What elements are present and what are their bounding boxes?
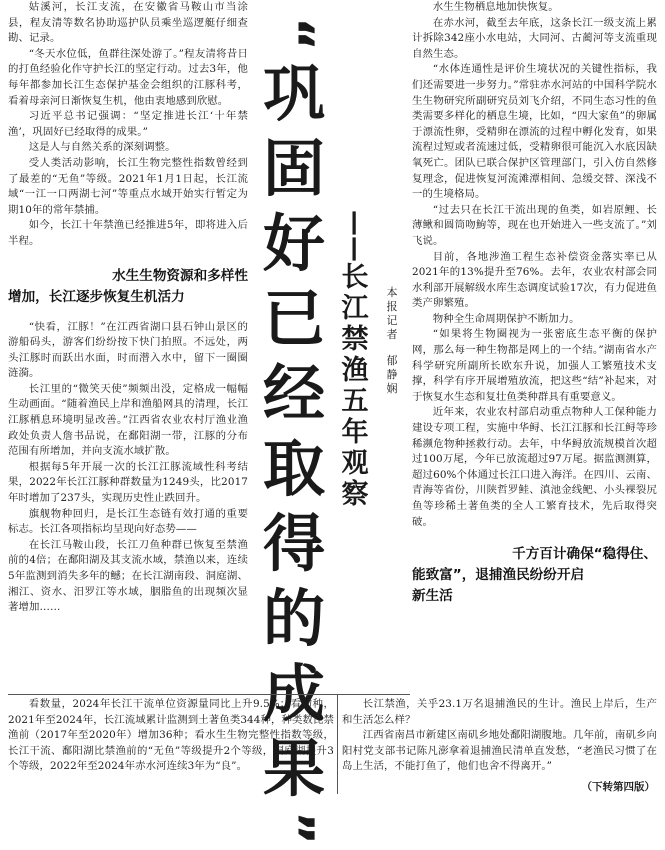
byline-label-char: 者: [386, 328, 398, 341]
right-column: [412, 0, 657, 607]
right-paragraph-2: 在赤水河，截至去年底，这条长江一级支流上累计拆除342座小水电站，大同河、古蔺河等支流重现自然生态。: [412, 16, 657, 60]
headline-char: 的: [262, 582, 325, 655]
left-section-title-line-1: 水生生物资源和多样性: [112, 267, 248, 284]
bottom-right-paragraph-2: 江西省南昌市新建区南矶乡地处鄱阳湖腹地。几年前，南矶乡向阳村党支部书记陈凡澎拿着退捕渔民清单直发愁，“老渔民习惯了在岛上生活，不能打鱼了，他们也舍不得离开。”: [342, 729, 657, 773]
right-section-title: [412, 544, 657, 607]
headline-char: 果: [262, 732, 325, 805]
byline-name-char: 郁: [386, 354, 398, 367]
headline-char: 巩: [262, 57, 325, 130]
headline-char: 固: [262, 132, 325, 205]
subheadline-char: 观: [341, 448, 369, 479]
bottom-left-paragraph: 看数量，2024年长江干流单位资源量同比上升9.5%；看物种，2021年至2024年，长江流域累计监测到土著鱼类344种，种类数比禁渔前（2017年至2020年）增加36种；看水生生物完整性指数等级，长江干流、鄱阳湖比禁渔前的“无鱼”等级提升2个等级，洞庭湖提升3个等级，2022年至2024年赤水河连续3年为“良”。: [8, 698, 334, 773]
divider-horizontal-left: [8, 694, 410, 695]
intro-paragraph-2: “冬天水位低，鱼群往深处游了。”程友清将昔日的打鱼经验化作守护长江的坚定行动。过去3年，他每年都参加长江生态保护基金会组织的江豚科考，看着母亲河日渐恢复生机，他由衷地感到欣慰。: [8, 47, 248, 107]
subheadline-char: 渔: [341, 355, 369, 386]
right-paragraph-3: “水体连通性是评价生境状况的关键性指标，我们还需要进一步努力。”常驻赤水河站的中国科学院水生生物研究所副研究员刘飞介绍，不同生态习性的鱼类需要多样化的栖息生境，比如，“四大家鱼”的卵属于漂流性卵，受精卵在漂流的过程中孵化发育，如果流程过短或者流速过低，受精卵很可能沉入水底因缺氧死亡。团队已联合保护区管理部门，引入仿自然修复理念，促进恢复河流滩潭相间、急缓交替、深浅不一的生境格局。: [412, 63, 657, 201]
divider-vertical-bottom: [337, 694, 338, 794]
headline-char: 经: [262, 357, 325, 430]
right-paragraph-5: 目前，各地涉渔工程生态补偿资金落实率已从2021年的13%提升至76%。去年，农业农村部会同水利部开展解级水库生态调度试验17次，有力促进鱼类产卵繁殖。: [412, 250, 657, 310]
subheadline-dash: ——: [340, 210, 370, 262]
headline-char: 取: [262, 432, 325, 505]
subheadline-char: 五: [341, 386, 369, 417]
intro-paragraph-4: 这是人与自然关系的深刻调整。: [28, 141, 176, 154]
headline-char: 成: [262, 657, 325, 730]
left-section-title: [8, 266, 248, 308]
headline-char: 得: [262, 507, 325, 580]
headline-char: 已: [262, 282, 325, 355]
left-column: [8, 0, 248, 616]
right-paragraph-4: “过去只在长江干流出现的鱼类，如岩原鲤、长薄鳅和圆筒吻鮈等，现在也开始进入一些支流了。”刘飞说。: [412, 203, 657, 247]
bottom-right-block: [342, 697, 657, 775]
subheadline-char: 年: [341, 417, 369, 448]
headline-open-quote: “: [264, 16, 324, 52]
right-paragraph-1: 水生生物栖息地加快恢复。: [432, 1, 559, 13]
section-paragraph-3: 根据每5年开展一次的长江江豚流域性科考结果，2022年长江江豚种群数量为1249头，比2017年时增加了237头，实现历史性止跌回升。: [8, 460, 248, 505]
subheadline-char: 禁: [341, 324, 369, 355]
section-paragraph-1: “快看，江豚！”在江西省湖口县石钟山景区的游船码头，游客们纷纷按下快门拍照。不远处，两头江豚时而跃出水面，时而潜入水中，留下一圈圈涟漪。: [8, 320, 248, 380]
intro-paragraph-6: 如今，长江十年禁渔已经推进5年，即将进入后半程。: [8, 219, 248, 247]
right-paragraph-8: 近年来，农业农村部启动重点物种人工保种能力建设专项工程，实施中华鲟、长江江豚和长江鲟等珍稀濒危物种拯救行动。去年，中华鲟放流规模首次超过100万尾，今年已放流超过97万尾。据监测测算，超过60%个体通过长江口进入海洋。在四川、云南、青海等省份，川陕哲罗鲑、滇池金线鲃、小头裸裂尻鱼等珍稀土著鱼类的全人工繁育技术，先后取得突破。: [412, 406, 657, 528]
right-section-title-line-2: 能致富”，退捕渔民纷纷开启: [412, 567, 585, 584]
intro-paragraph-3: 习近平总书记强调：“坚定推进长江‘十年禁渔’，巩固好已经取得的成果。”: [8, 110, 248, 138]
byline-name-char: 静: [386, 368, 398, 381]
bottom-right-paragraph-1: 长江禁渔，关乎23.1万名退捕渔民的生计。渔民上岸后，生产和生活怎么样？: [342, 698, 657, 726]
subheadline: [336, 210, 374, 510]
byline-name-char: 娴: [386, 382, 398, 395]
right-paragraph-7: “如果将生物圈视为一张密底生态平衡的保护网，那么每一种生物都是网上的一个结。”湖南省水产科学研究所副所长欧东升说，加强人工繁殖技术支撑，科学有序开展增殖放流，把这些“结”补起来，对于恢复水生态和复壮鱼类种群具有重要意义。: [412, 328, 657, 403]
right-section-title-line-1: 千方百计确保“稳得住、: [512, 546, 657, 563]
subheadline-char: 长: [341, 262, 369, 293]
byline: [382, 286, 402, 396]
subheadline-char: 察: [341, 479, 369, 510]
headline-close-quote: ”: [264, 810, 324, 846]
left-section-title-line-2: 增加，长江逐步恢复生机活力: [8, 288, 185, 305]
headline-char: 好: [262, 207, 325, 280]
section-paragraph-2: 长江里的“微笑天使”频频出没，定格成一幅幅生动画面。“随着渔民上岸和渔船网具的清理，长江江豚栖息环境明显改善。”江西省农业农村厅渔业渔政处负责人詹书品说，在鄱阳湖一带，江豚的分布范围有所增加，并向支流水域扩散。: [8, 382, 248, 458]
byline-label-char: 报: [386, 300, 398, 313]
intro-paragraph-5: 受人类活动影响，长江生物完整性指数曾经到了最差的“无鱼”等级。2021年1月1日起，长江流域“一江一口两湖七河”等重点水域开始实行暂定为期10年的常年禁捕。: [8, 156, 248, 216]
right-section-title-line-3: 新生活: [412, 588, 453, 605]
section-paragraph-4: 旗舰物种回归，是长江生态链有效打通的重要标志。长江各项指标均呈现向好态势——: [8, 507, 248, 536]
right-paragraph-6: 物种全生命周期保护不断加力。: [432, 312, 580, 325]
intro-paragraph-1: 姑溪河，长江支流，在安徽省马鞍山市当涂县，程友清等数名协助巡护队员乘坐巡逻艇仔细查勘、记录。: [8, 1, 248, 45]
section-paragraph-5: 在长江马鞍山段，长江刀鱼种群已恢复至禁渔前的4倍；在鄱阳湖及其支流水域，禁渔以来，连续5年监测到消失多年的鳡；在长江湖南段、洞庭湖、湘江、资水、汨罗江等水域，胭脂鱼的出现频次显著增加……: [8, 538, 248, 614]
subheadline-char: 江: [341, 293, 369, 324]
bottom-left-block: [8, 697, 334, 775]
byline-label-char: 本: [386, 286, 398, 299]
continued-on-page-4[interactable]: （下转第四版）: [581, 781, 655, 793]
byline-label-char: 记: [386, 314, 398, 327]
